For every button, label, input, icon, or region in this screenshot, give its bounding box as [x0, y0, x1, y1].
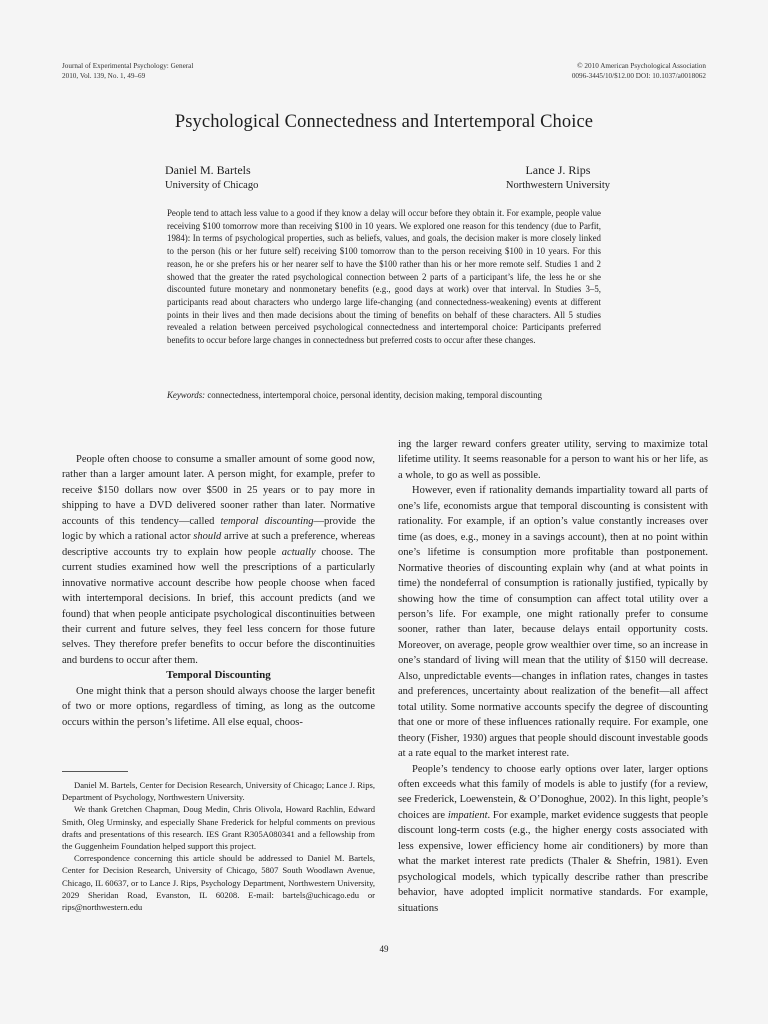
author-affiliation: University of Chicago [165, 180, 259, 191]
body-paragraph: However, even if rationality demands impartiality toward all parts of one’s life, economists argue that temporal discounting is consistent with rationality. For example, if an option’s value constantly increases over time (as does, e.g., money in a savings account), then at no point within one’s lifetime is consumption more profitable than postponement. Normative theories of discounting explain why (and at what points in time) the nondeferral of consumption is rationally justified, typically by showing how the time of consumption can affect total utility over a person’s life. For example, one might rationally prefer to consume sooner, rather than later, because delays entail opportunity costs. Moreover, on average, people grow wealthier over time, so an increase in one’s standard of living will mean that the utility of $150 will decrease. Also, unpredictable events—changes in inflation rates, changes in tastes and preferences, uncertainty about realization of the benefit—all affect total utility. Some normative accounts specify the degree of discounting that one or more of these influences rationally require. For example, one theory (Fisher, 1930) argues that people should discount investable goods at a rate equal to the market interest rate. [398, 485, 708, 760]
author-affiliation: Northwestern University [505, 180, 610, 191]
keywords-text: connectedness, intertemporal choice, personal identity, decision making, temporal discounting [205, 390, 542, 400]
journal-volume: 2010, Vol. 139, No. 1, 49–69 [62, 71, 146, 80]
author-block-2 [506, 162, 610, 194]
body-paragraph: ing the larger reward confers greater utility, serving to maximize total lifetime utility. It seems reasonable for a person to want his or her life, as a whole, to go as well as possible. [398, 439, 708, 481]
author-note [62, 779, 375, 913]
footnote-paragraph: We thank Gretchen Chapman, Doug Medin, Chris Olivola, Howard Rachlin, Edward Smith, Oleg Urminsky, and especially Shane Frederick for helpful comments on previous drafts and presentations of this research. IES Grant R305A080341 and a fellowship from the Guggenheim Foundation helped support this project. [62, 804, 375, 852]
copyright-notice: © 2010 American Psychological Association [577, 62, 706, 70]
footnote-paragraph: Daniel M. Bartels, Center for Decision Research, University of Chicago; Lance J. Rips, Department of Psychology, Northwestern University. [62, 780, 375, 803]
body-paragraph: People often choose to consume a smaller amount of some good now, rather than a larger amount later. A person might, for example, prefer to receive $150 dollars now over $500 in 25 years or to pay more in shipping to have a DVD delivered sooner rather than later. Normative accounts of this tendency—called temporal discounting—provide the logic by which a rational actor should arrive at such a preference, whereas descriptive accounts try to explain how people actually choose. The current studies examined how well the prescriptions of a particularly innovative normative account describe how people choose when faced with intertemporal decisions. In brief, this account predicts (and we found) that when people anticipate psychological discontinuities between their current and future selves, they feel less concern for those future selves. They therefore prefer benefits to occur before the discontinuities and burdens to occur after them. [62, 454, 376, 666]
footnote-divider [62, 771, 128, 772]
author-block-1 [165, 162, 258, 194]
keywords-label: Keywords: [167, 390, 206, 400]
section-heading: Temporal Discounting [166, 669, 271, 682]
keywords [167, 389, 601, 402]
article-title: Psychological Connectedness and Intertemporal Choice [174, 112, 594, 132]
left-column [62, 452, 375, 730]
journal-header-left [62, 62, 193, 81]
author-name: Daniel M. Bartels [165, 163, 251, 177]
footnote-paragraph: Correspondence concerning this article should be addressed to Daniel M. Bartels, Center for Decision Research, University of Chicago, 5807 South Woodlawn Avenue, Chicago, IL 60637, or to Lance J. Rips, Psychology Department, Northwestern University, 2029 Sheridan Road, Evanston, IL 60208. E-mail: bartels@uchicago.edu or rips@northwestern.edu [62, 853, 375, 913]
right-column [398, 437, 708, 916]
doi-line: 0096-3445/10/$12.00 DOI: 10.1037/a0018062 [571, 71, 706, 80]
body-paragraph: One might think that a person should always choose the larger benefit of two or more options, regardless of timing, as long as the outcome occurs within the person’s lifetime. All else equal, choos- [62, 685, 375, 728]
page-number: 49 [379, 944, 389, 954]
journal-header-right [572, 62, 706, 81]
author-name: Lance J. Rips [525, 163, 591, 177]
journal-name: Journal of Experimental Psychology: General [62, 62, 194, 70]
abstract: People tend to attach less value to a good if they know a delay will occur before they obtain it. For example, people value receiving $100 tomorrow more than receiving $100 in 10 years. We explored one reason for this tendency (due to Parfit, 1984): In terms of psychological properties, such as beliefs, values, and goals, the decision maker is more closely linked to the person (his or her future self) receiving $100 tomorrow than to the person receiving $100 in 10 years. For this reason, he or she prefers his or her nearer self to have the $100 rather than his or her more remote self. Studies 1 and 2 showed that the greater the rated psychological connection between 2 parts of a participant’s life, the less he or she discounted future monetary and nonmonetary benefits (e.g., good days at work) over that interval. In Studies 3–5, participants read about characters who undergo large life-changing (and connectedness-weakening) events at different points in their lives and then made decisions about the timing of benefits on behalf of these characters. All 5 studies revealed a relation between perceived psychological connectedness and intertemporal choice: Participants preferred benefits to occur before large changes in connectedness but preferred costs to occur after these changes. [167, 208, 601, 346]
body-paragraph: People’s tendency to choose early options over later, larger options often exceeds what this family of models is able to justify (for a review, see Frederick, Loewenstein, & O’Donoghue, 2002). In this light, people’s choices are impatient. For example, market evidence suggests that people discount long-term costs (e.g., the higher energy costs associated with less expensive, lower efficiency home air conditioners) by more than what the market interest rate predicts (Thaler & Shefrin, 1981). Even psychological models, which typically describe rather than prescribe behavior, have adopted implicit normative standards. For example, situations [398, 763, 708, 914]
